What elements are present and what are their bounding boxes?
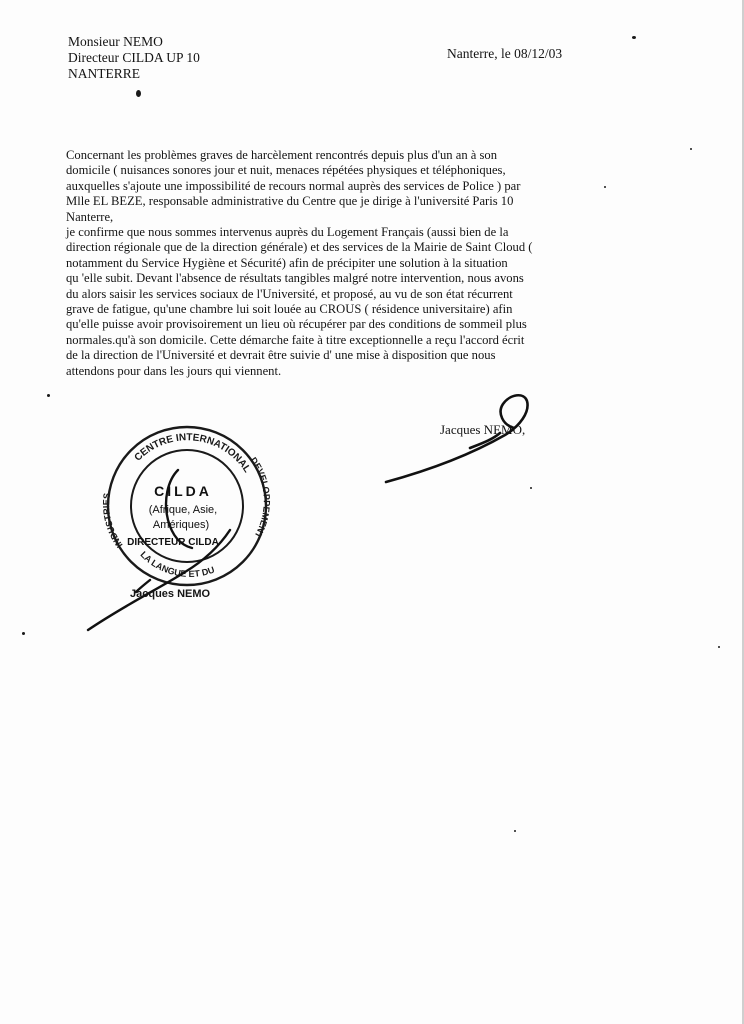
letter-line: Concernant les problèmes graves de harcèlement rencontrés depuis plus d'un an à son xyxy=(66,148,498,162)
stamp-ring-text: LA LANGUE ET DU xyxy=(138,549,216,579)
scan-speck xyxy=(718,646,720,648)
scan-speck xyxy=(690,148,692,150)
stamp-center-line: Amériques) xyxy=(152,519,210,531)
stamp-center-line: (Afrique, Asie, xyxy=(148,504,218,516)
letter-line: qu'elle puisse avoir provisoirement un lieu où récupérer par des conditions de sommeil plus xyxy=(66,317,527,332)
handwritten-signature xyxy=(386,395,528,482)
letter-line: grave de fatigue, qu'une chambre lui soit louée au CROUS ( résidence universitaire) afin xyxy=(66,302,513,317)
svg-text:CENTRE INTERNATIONAL xyxy=(133,432,253,475)
letter-line: de la direction de l'Université et devrait être suivie d' une mise à disposition que nous xyxy=(66,348,496,363)
scan-speck xyxy=(604,186,606,188)
rubber-stamp xyxy=(101,427,272,585)
letter-line: je confirme que nous sommes intervenus auprès du Logement Français (aussi bien de la xyxy=(66,225,509,240)
scan-speck xyxy=(47,394,50,397)
scan-speck xyxy=(632,36,636,39)
letter-line: notamment du Service Hygiène et Sécurité) afin de précipiter une solution à la situation xyxy=(66,255,508,270)
place-date: Nanterre, le 08/12/03 xyxy=(447,46,563,61)
sender-line: NANTERRE xyxy=(68,66,140,81)
letter-line: normales.qu'à son domicile. Cette démarche faite à titre exceptionnelle a reçu l'accord écrit xyxy=(66,332,525,347)
scan-speck xyxy=(22,632,25,635)
letter-line: attendons pour dans les jours qui viennent. xyxy=(66,363,282,378)
stamp-ring-text: DEVELOPPEMENT xyxy=(248,455,272,540)
stamp-ring-text: INDUSTRIES xyxy=(101,492,125,550)
letter-line: Nanterre, xyxy=(66,209,114,224)
letter-line: domicile ( nuisances sonores jour et nuit, menaces répétées physiques et téléphoniques, xyxy=(66,163,506,178)
signature-name: Jacques NEMO, xyxy=(440,422,526,437)
stamp-ring-text: CENTRE INTERNATIONAL xyxy=(132,432,253,475)
letter-line: auxquelles s'ajoute une impossibilité de recours normal auprès des services de Police ) par xyxy=(66,178,521,193)
sender-line: Monsieur NEMO xyxy=(68,34,163,49)
sender-line: Directeur CILDA UP 10 xyxy=(68,50,200,65)
scan-speck xyxy=(136,90,141,97)
letter-line: du alors saisir les services sociaux de l'Université, et proposé, au vu de son état récurrent xyxy=(66,286,513,301)
stamp-center-line: CILDA xyxy=(154,483,212,499)
letter-line: Mlle EL BEZE, responsable administrative du Centre que je dirige à l'université Paris 10 xyxy=(66,194,514,209)
scan-speck xyxy=(530,487,532,489)
scan-speck xyxy=(514,830,516,832)
stamp-signed-name: Jacques NEMO xyxy=(130,588,211,600)
letter-line: direction régionale que de la direction générale) et des services de la Mairie de Saint Cloud ( xyxy=(66,240,533,255)
stamp-director-line: DIRECTEUR CILDA xyxy=(127,537,219,548)
letter-line: qu 'elle subit. Devant l'absence de résultats tangibles malgré notre intervention, nous avons xyxy=(66,271,524,286)
svg-text:INDUSTRIES xyxy=(101,493,124,550)
